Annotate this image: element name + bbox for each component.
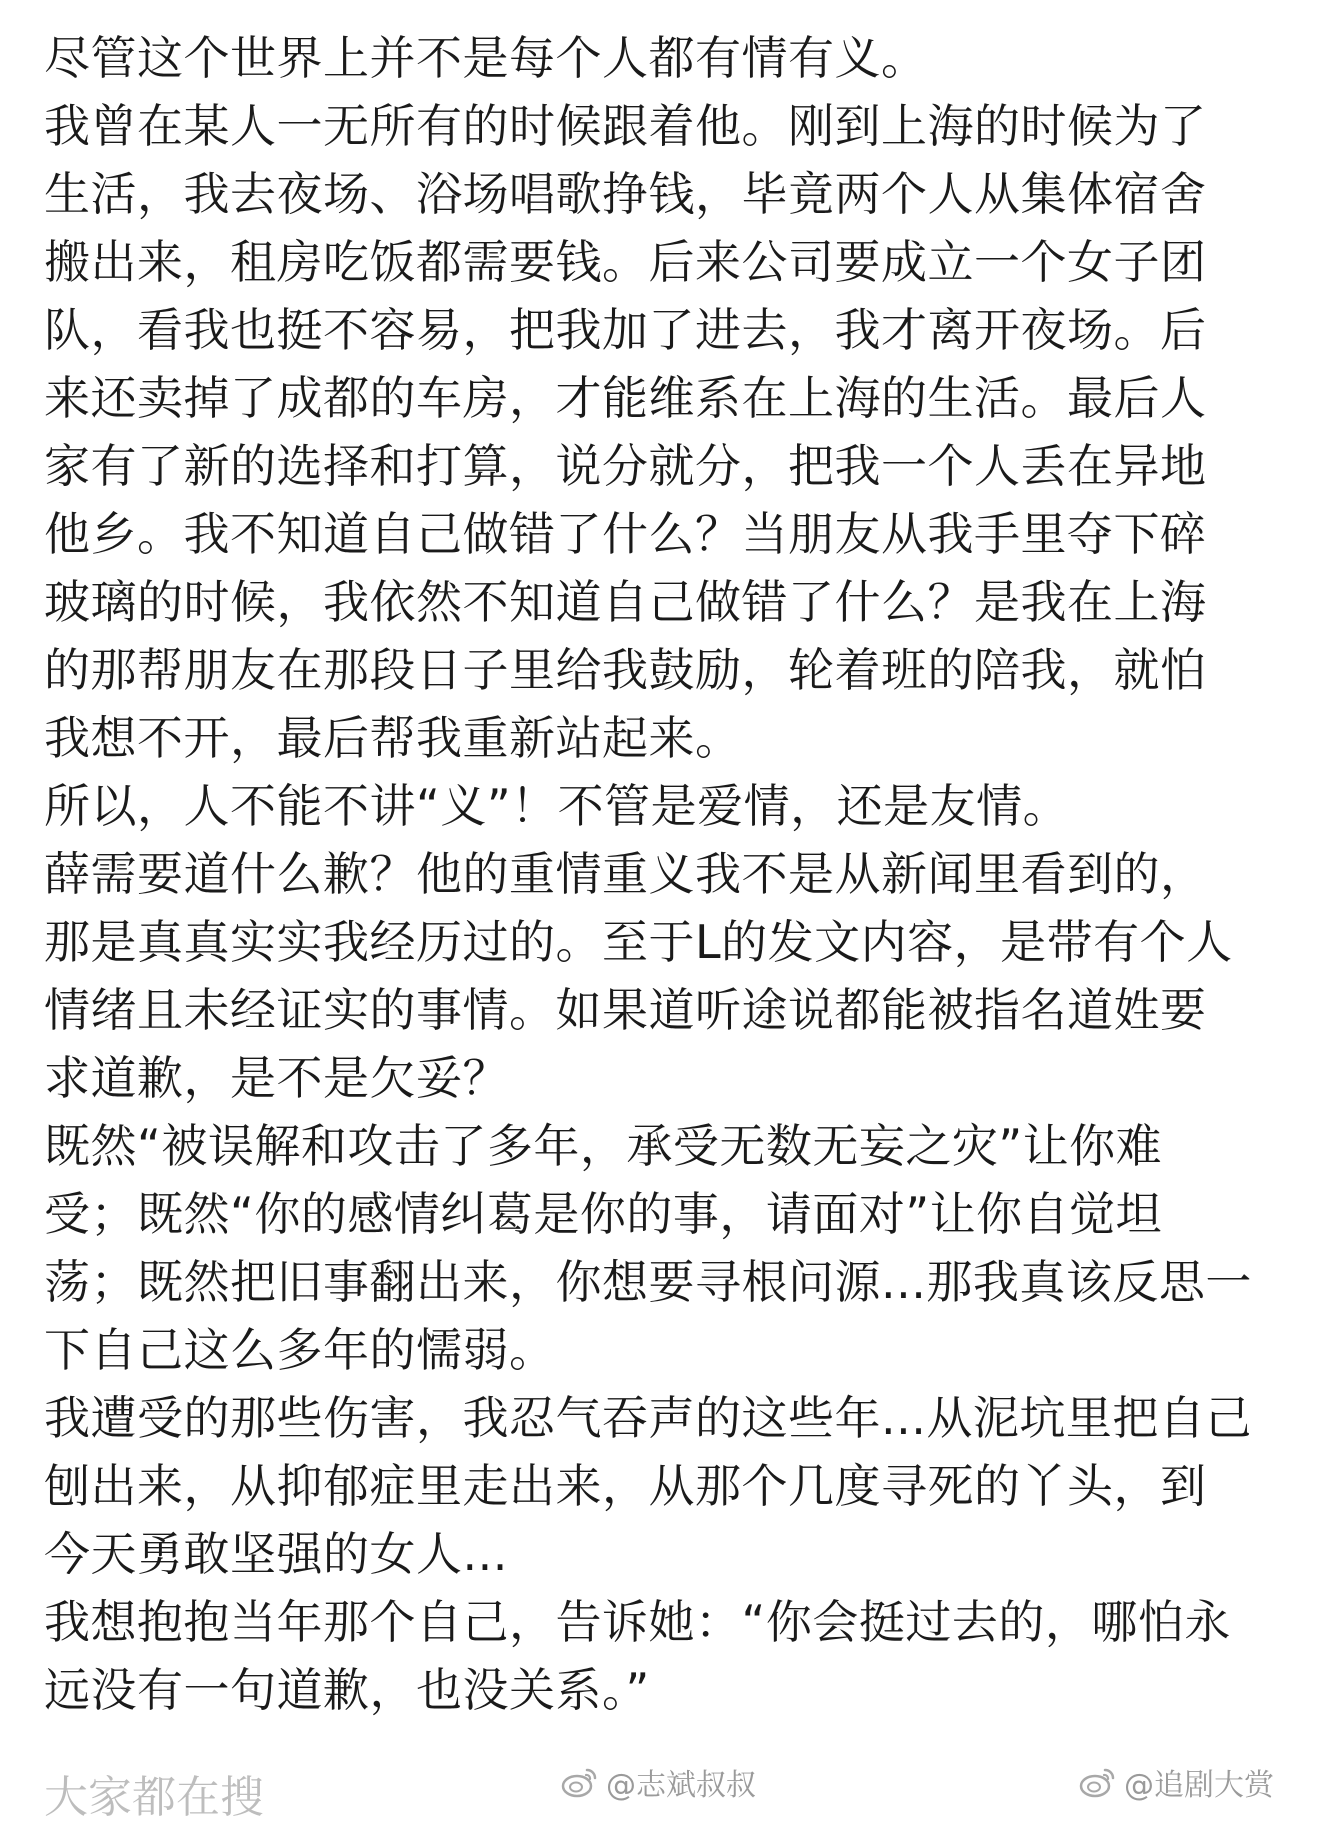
post-line: 尽管这个世界上并不是每个人都有情有义。 — [44, 31, 928, 85]
post-line: 我遭受的那些伤害，我忍气吞声的这些年...从泥坑里把自己 — [44, 1391, 1252, 1445]
post-line: 下自己这么多年的懦弱。 — [44, 1323, 556, 1377]
watermark-right-text: @追剧大赏 — [1124, 1768, 1274, 1803]
post-line: 薛需要道什么歉？他的重情重义我不是从新闻里看到的， — [44, 847, 1207, 901]
watermark-left — [560, 1760, 756, 1804]
post-line: 家有了新的选择和打算，说分就分，把我一个人丢在异地 — [44, 439, 1207, 493]
post-line: 今天勇敢坚强的女人... — [44, 1527, 508, 1581]
watermark-left-text: @志斌叔叔 — [606, 1768, 756, 1803]
post-body — [44, 24, 1294, 1724]
watermark-right — [1078, 1760, 1274, 1804]
post-line: 远没有一句道歉，也没关系。” — [44, 1663, 650, 1717]
post-line: 受；既然“你的感情纠葛是你的事，请面对”让你自觉坦 — [44, 1187, 1163, 1241]
post-line: 情绪且未经证实的事情。如果道听途说都能被指名道姓要 — [44, 983, 1207, 1037]
weibo-logo-icon — [560, 1762, 600, 1802]
post-line: 搬出来，租房吃饭都需要钱。后来公司要成立一个女子团 — [44, 235, 1207, 289]
post-line: 既然“被误解和攻击了多年，承受无数无妄之灾”让你难 — [44, 1119, 1163, 1173]
post-line: 所以，人不能不讲“义”！不管是爱情，还是友情。 — [44, 779, 1070, 833]
post-line: 生活，我去夜场、浴场唱歌挣钱，毕竟两个人从集体宿舍 — [44, 167, 1207, 221]
post-line: 求道歉，是不是欠妥？ — [44, 1051, 509, 1105]
post-line: 他乡。我不知道自己做错了什么？当朋友从我手里夺下碎 — [44, 507, 1207, 561]
post-line: 的那帮朋友在那段日子里给我鼓励，轮着班的陪我，就怕 — [44, 643, 1207, 697]
post-line: 来还卖掉了成都的车房，才能维系在上海的生活。最后人 — [44, 371, 1207, 425]
post-line: 那是真真实实我经历过的。至于L的发文内容，是带有个人 — [44, 915, 1233, 969]
post-line: 荡；既然把旧事翻出来，你想要寻根问源...那我真该反思一 — [44, 1255, 1252, 1309]
weibo-logo-icon — [1078, 1762, 1118, 1802]
post-line: 玻璃的时候，我依然不知道自己做错了什么？是我在上海 — [44, 575, 1207, 629]
post-line: 我想不开，最后帮我重新站起来。 — [44, 711, 742, 765]
footer-bar — [0, 1758, 1320, 1823]
post-line: 队，看我也挺不容易，把我加了进去，我才离开夜场。后 — [44, 303, 1207, 357]
post-line: 我曾在某人一无所有的时候跟着他。刚到上海的时候为了 — [44, 99, 1207, 153]
search-suggestion-label[interactable]: 大家都在搜 — [44, 1772, 264, 1823]
post-line: 刨出来，从抑郁症里走出来，从那个几度寻死的丫头，到 — [44, 1459, 1207, 1513]
post-line: 我想抱抱当年那个自己，告诉她：“你会挺过去的，哪怕永 — [44, 1595, 1231, 1649]
